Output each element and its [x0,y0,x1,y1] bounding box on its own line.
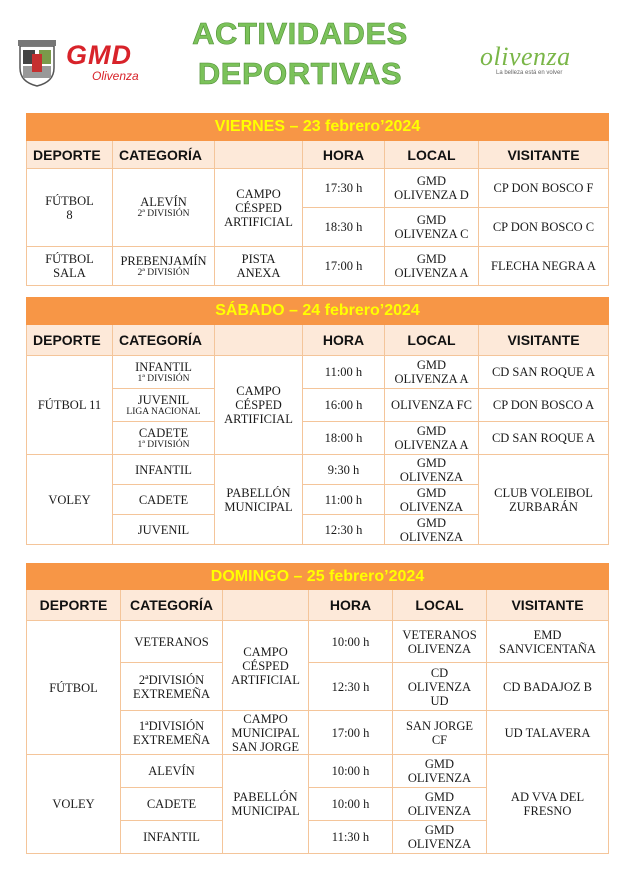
sport-cell: VOLEY [27,755,121,854]
category-cell: CADETE 1ª DIVISIÓN [113,422,215,455]
col-local: LOCAL [385,325,479,356]
title-line-1: ACTIVIDADES [192,16,408,51]
local-cell: VETERANOS OLIVENZA [393,621,487,663]
table-row [27,422,609,455]
venue-cell: CAMPO CÉSPED ARTIFICIAL [215,169,303,247]
category-cell: JUVENIL LIGA NACIONAL [113,389,215,422]
gmd-logo [14,38,154,90]
sabado-day-header: SÁBADO – 24 febrero’2024 [27,298,609,325]
local-cell: GMD OLIVENZA [385,455,479,485]
category-cell: VETERANOS [121,621,223,663]
col-instalacion [223,590,309,621]
col-visitante: VISITANTE [479,325,609,356]
table-row [27,356,609,389]
time-cell: 17:00 h [303,247,385,286]
domingo-day-header: DOMINGO – 25 febrero’2024 [27,564,609,590]
local-cell: GMD OLIVENZA [393,755,487,788]
table-row [27,389,609,422]
sport-cell: FÚTBOL [27,621,121,755]
page-header [0,0,625,110]
olivenza-logo [478,42,604,82]
col-categoria: CATEGORÍA [113,325,215,356]
venue-cell: CAMPO CÉSPED ARTIFICIAL [223,621,309,711]
sport-cell: FÚTBOL SALA [27,247,113,286]
venue-cell: CAMPO MUNICIPAL SAN JORGE [223,711,309,755]
category-cell: 2ªDIVISIÓN EXTREMEÑA [121,663,223,711]
category-cell: ALEVÍN 2ª DIVISIÓN [113,169,215,247]
col-instalacion [215,141,303,169]
local-cell: OLIVENZA FC [385,389,479,422]
category-cell: JUVENIL [113,515,215,545]
time-cell: 12:30 h [309,663,393,711]
col-deporte: DEPORTE [27,141,113,169]
col-hora: HORA [303,141,385,169]
time-cell: 10:00 h [309,755,393,788]
category-cell: INFANTIL [121,821,223,854]
time-cell: 16:00 h [303,389,385,422]
category-cell: PREBENJAMÍN 2ª DIVISIÓN [113,247,215,286]
local-cell: GMD OLIVENZA [385,515,479,545]
col-visitante: VISITANTE [487,590,609,621]
venue-cell: PISTA ANEXA [215,247,303,286]
col-local: LOCAL [393,590,487,621]
visitor-cell: CP DON BOSCO F [479,169,609,208]
local-cell: GMD OLIVENZA A [385,356,479,389]
time-cell: 12:30 h [303,515,385,545]
visitor-cell: CP DON BOSCO C [479,208,609,247]
local-cell: CD OLIVENZA UD [393,663,487,711]
col-categoria: CATEGORÍA [113,141,215,169]
table-row [27,455,609,485]
visitor-cell: CD BADAJOZ B [487,663,609,711]
visitor-cell: FLECHA NEGRA A [479,247,609,286]
local-cell: GMD OLIVENZA [385,485,479,515]
time-cell: 10:00 h [309,621,393,663]
time-cell: 18:30 h [303,208,385,247]
col-deporte: DEPORTE [27,590,121,621]
venue-cell: PABELLÓN MUNICIPAL [223,755,309,854]
visitor-cell: UD TALAVERA [487,711,609,755]
coat-of-arms-icon [14,38,60,88]
col-visitante: VISITANTE [479,141,609,169]
venue-cell: CAMPO CÉSPED ARTIFICIAL [215,356,303,455]
time-cell: 17:30 h [303,169,385,208]
visitor-cell: AD VVA DEL FRESNO [487,755,609,854]
sabado-table [26,297,609,545]
table-row [27,621,609,663]
time-cell: 11:00 h [303,485,385,515]
table-row [27,169,609,208]
sport-cell: FÚTBOL 11 [27,356,113,455]
category-cell: INFANTIL 1ª DIVISIÓN [113,356,215,389]
time-cell: 11:30 h [309,821,393,854]
visitor-cell: CD SAN ROQUE A [479,356,609,389]
viernes-day-header: VIERNES – 23 febrero’2024 [27,114,609,141]
viernes-table [26,113,609,286]
sport-cell: VOLEY [27,455,113,545]
col-hora: HORA [303,325,385,356]
local-cell: GMD OLIVENZA A [385,422,479,455]
time-cell: 10:00 h [309,788,393,821]
time-cell: 18:00 h [303,422,385,455]
time-cell: 11:00 h [303,356,385,389]
local-cell: GMD OLIVENZA D [385,169,479,208]
col-instalacion [215,325,303,356]
olivenza-logo-tagline: La belleza está en volver [496,70,563,76]
domingo-table [26,563,609,854]
local-cell: SAN JORGE CF [393,711,487,755]
olivenza-logo-text: olivenza [480,42,571,71]
local-cell: GMD OLIVENZA C [385,208,479,247]
time-cell: 9:30 h [303,455,385,485]
table-row [27,755,609,788]
visitor-cell: EMD SANVICENTAÑA [487,621,609,663]
venue-cell: PABELLÓN MUNICIPAL [215,455,303,545]
col-local: LOCAL [385,141,479,169]
visitor-cell: CD SAN ROQUE A [479,422,609,455]
gmd-logo-subtitle: Olivenza [92,69,139,83]
category-cell: INFANTIL [113,455,215,485]
title-line-2: DEPORTIVAS [197,56,403,91]
col-categoria: CATEGORÍA [121,590,223,621]
local-cell: GMD OLIVENZA A [385,247,479,286]
time-cell: 17:00 h [309,711,393,755]
visitor-cell: CLUB VOLEIBOL ZURBARÁN [479,455,609,545]
col-deporte: DEPORTE [27,325,113,356]
page-title [170,14,430,94]
category-cell: CADETE [113,485,215,515]
gmd-logo-text: GMD [66,40,132,70]
sport-cell: FÚTBOL 8 [27,169,113,247]
category-cell: 1ªDIVISIÓN EXTREMEÑA [121,711,223,755]
visitor-cell: CP DON BOSCO A [479,389,609,422]
local-cell: GMD OLIVENZA [393,788,487,821]
local-cell: GMD OLIVENZA [393,821,487,854]
table-row [27,247,609,286]
category-cell: ALEVÍN [121,755,223,788]
col-hora: HORA [309,590,393,621]
category-cell: CADETE [121,788,223,821]
